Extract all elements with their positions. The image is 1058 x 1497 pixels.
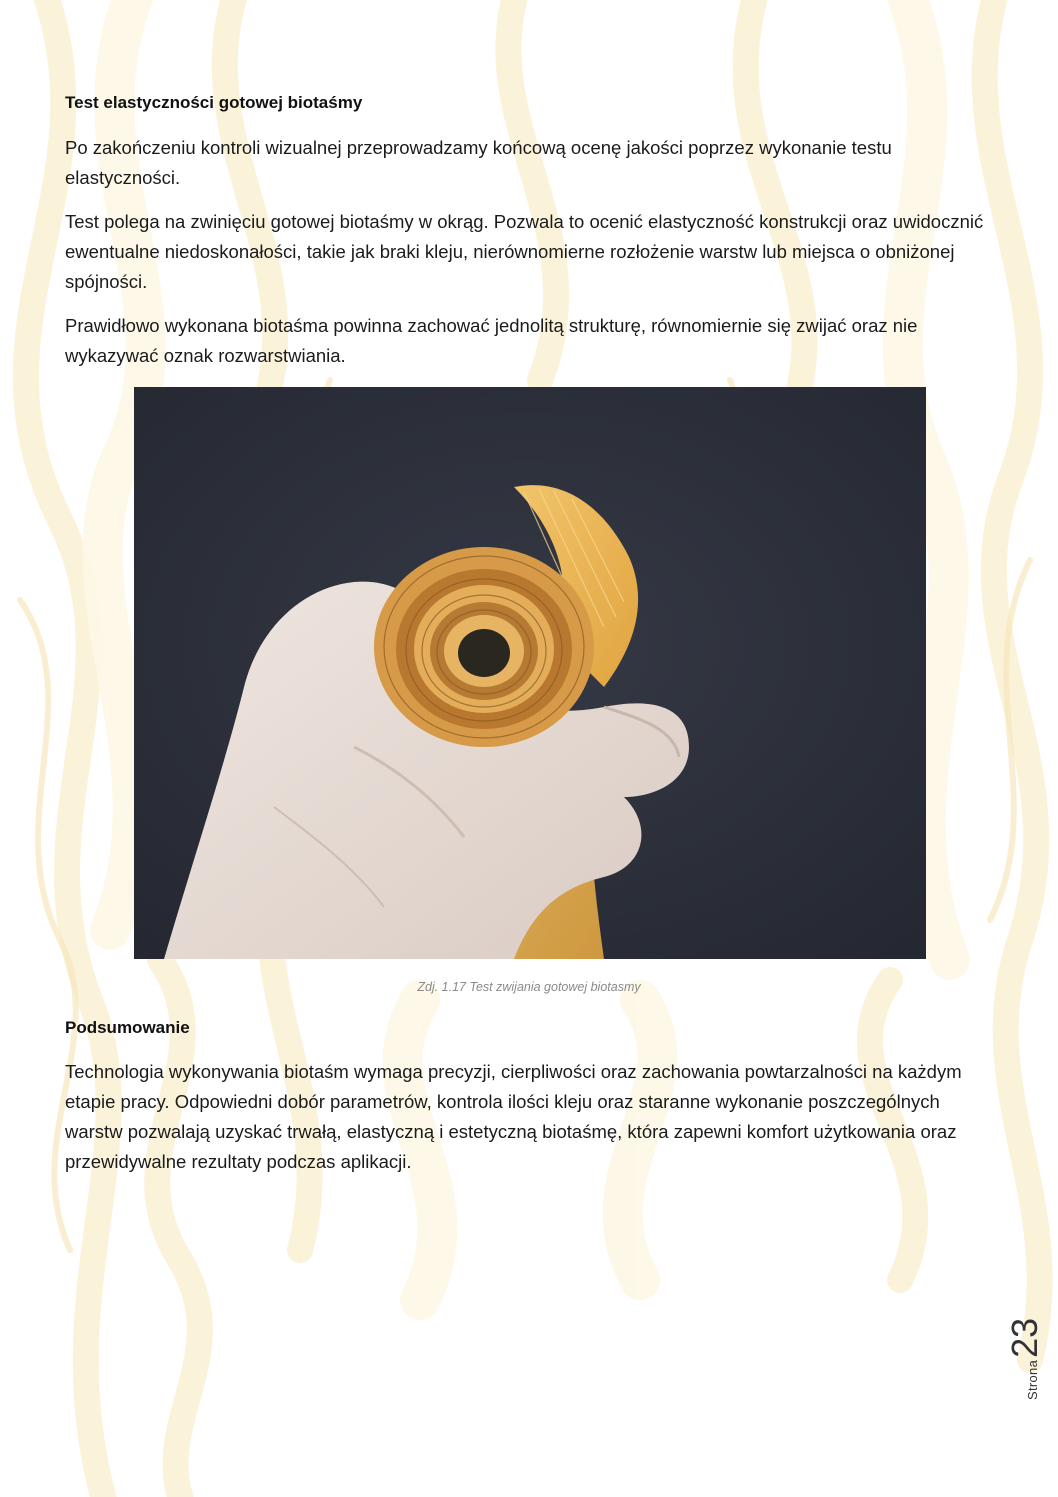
section-heading-summary: Podsumowanie: [65, 1018, 190, 1037]
paragraph-test-description: Test polega na zwinięciu gotowej biotaśmy w okrąg. Pozwala to ocenić elastyczność konstrukcji oraz uwidocznić ewentualne niedoskonałości, takie jak braki kleju, nierównomierne rozłożenie warstw lub miejsca o obniżonej spójności.: [65, 211, 984, 292]
photo-caption: Zdj. 1.17 Test zwijania gotowej biotasmy: [417, 980, 641, 994]
page-label: Strona: [1025, 1359, 1040, 1400]
page-number-footer: [998, 1317, 1058, 1410]
photo-rolled-biotape: [134, 387, 926, 959]
page-number: 23: [1004, 1317, 1045, 1358]
paragraph-summary: Technologia wykonywania biotaśm wymaga precyzji, cierpliwości oraz zachowania powtarzalności na każdym etapie pracy. Odpowiedni dobór parametrów, kontrola ilości kleju oraz staranne wykonanie poszczególnych warstw pozwalają uzyskać trwałą, elastyczną i estetyczną biotaśmę, która zapewni komfort użytkowania oraz przewidywalne rezultaty podczas aplikacji.: [65, 1061, 962, 1172]
section-heading-elasticity-test: Test elastyczności gotowej biotaśmy: [65, 93, 363, 112]
paragraph-expected-result: Prawidłowo wykonana biotaśma powinna zachować jednolitą strukturę, równomiernie się zwijać oraz nie wykazywać oznak rozwarstwiania.: [65, 315, 918, 366]
paragraph-intro: Po zakończeniu kontroli wizualnej przeprowadzamy końcową ocenę jakości poprzez wykonanie testu elastyczności.: [65, 137, 892, 188]
